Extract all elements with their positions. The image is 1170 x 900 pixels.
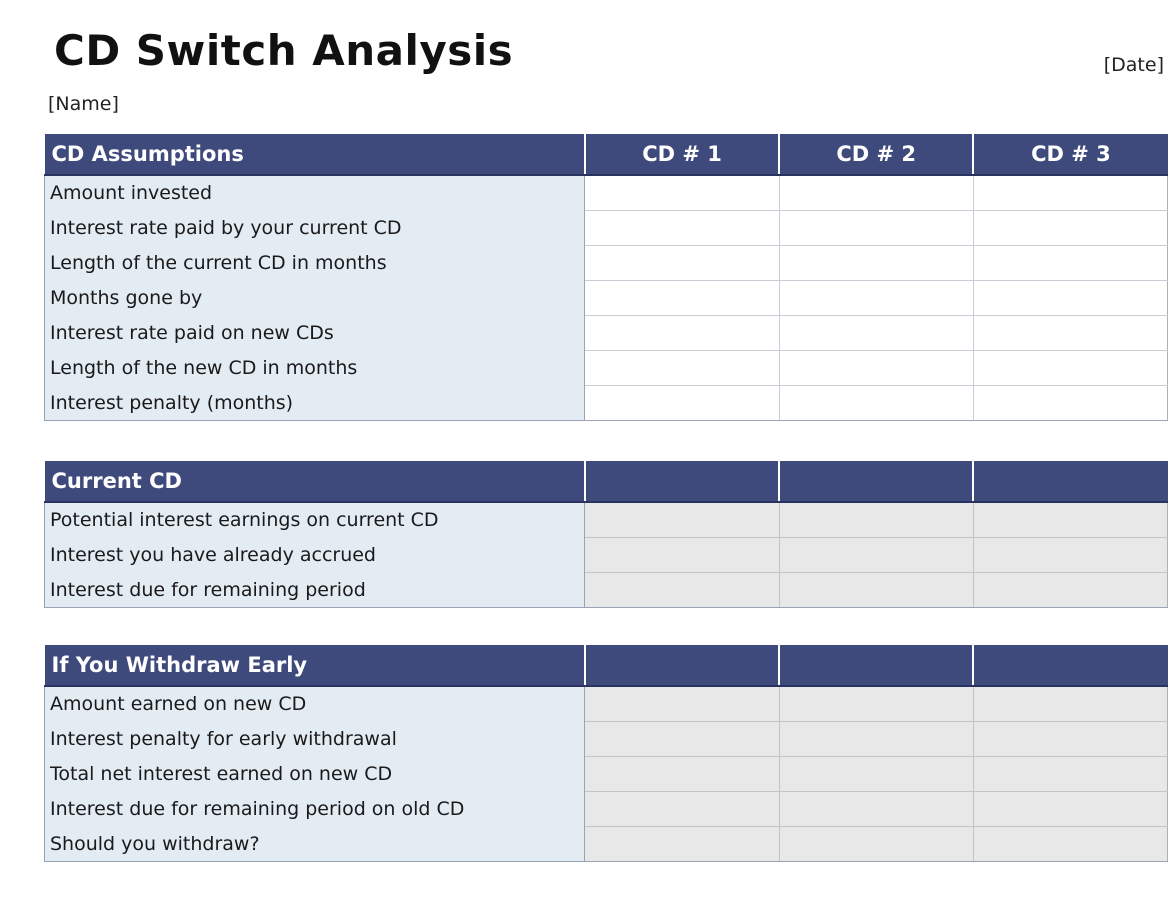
input-cell-cd-2[interactable] — [779, 246, 973, 281]
input-cell-cd-2[interactable] — [779, 175, 973, 211]
row-label-should-withdraw: Should you withdraw? — [45, 827, 585, 862]
withdraw-section-header: If You Withdraw Early — [45, 645, 585, 686]
column-header-blank — [585, 461, 779, 502]
row-label-old-cd-due: Interest due for remaining period on old CD — [45, 792, 585, 827]
table-row — [45, 792, 1168, 827]
input-cell-cd-1[interactable] — [585, 246, 779, 281]
row-label-earned-new-cd: Amount earned on new CD — [45, 686, 585, 722]
table-row — [45, 827, 1168, 862]
input-cell-cd-3[interactable] — [973, 351, 1167, 386]
input-cell-cd-3[interactable] — [973, 175, 1167, 211]
input-cell-cd-2[interactable] — [779, 386, 973, 421]
column-header-blank — [779, 645, 973, 686]
calc-cell-cd-3 — [973, 502, 1167, 538]
calc-cell-cd-3 — [973, 792, 1167, 827]
withdraw-header-row — [45, 645, 1168, 686]
name-field[interactable]: [Name] — [48, 93, 119, 115]
calc-cell-cd-1 — [585, 686, 779, 722]
calc-cell-cd-1 — [585, 827, 779, 862]
calc-cell-cd-2 — [779, 686, 973, 722]
calc-cell-cd-2 — [779, 722, 973, 757]
calc-cell-cd-2 — [779, 827, 973, 862]
table-row — [45, 316, 1168, 351]
table-row — [45, 211, 1168, 246]
column-header-cd-3: CD # 3 — [973, 134, 1167, 175]
date-field[interactable]: [Date] — [1103, 54, 1164, 76]
input-cell-cd-1[interactable] — [585, 351, 779, 386]
table-row — [45, 502, 1168, 538]
calc-cell-cd-1 — [585, 573, 779, 608]
calc-cell-cd-1 — [585, 722, 779, 757]
input-cell-cd-1[interactable] — [585, 175, 779, 211]
input-cell-cd-2[interactable] — [779, 211, 973, 246]
calc-cell-cd-3 — [973, 573, 1167, 608]
table-row — [45, 246, 1168, 281]
input-cell-cd-1[interactable] — [585, 211, 779, 246]
input-cell-cd-2[interactable] — [779, 281, 973, 316]
column-header-blank — [973, 645, 1167, 686]
row-label-net-interest: Total net interest earned on new CD — [45, 757, 585, 792]
assumptions-section-header: CD Assumptions — [45, 134, 585, 175]
row-label-accrued-interest: Interest you have already accrued — [45, 538, 585, 573]
table-row — [45, 573, 1168, 608]
calc-cell-cd-1 — [585, 538, 779, 573]
calc-cell-cd-2 — [779, 792, 973, 827]
calc-cell-cd-3 — [973, 686, 1167, 722]
calc-cell-cd-2 — [779, 502, 973, 538]
calc-cell-cd-3 — [973, 722, 1167, 757]
row-label-early-penalty: Interest penalty for early withdrawal — [45, 722, 585, 757]
row-label-interest-due: Interest due for remaining period — [45, 573, 585, 608]
calc-cell-cd-3 — [973, 827, 1167, 862]
input-cell-cd-3[interactable] — [973, 386, 1167, 421]
page-title: CD Switch Analysis — [54, 26, 514, 75]
current-cd-table — [44, 461, 1168, 608]
row-label-current-length: Length of the current CD in months — [45, 246, 585, 281]
input-cell-cd-2[interactable] — [779, 351, 973, 386]
withdraw-early-table — [44, 645, 1168, 862]
row-label-months-gone: Months gone by — [45, 281, 585, 316]
calc-cell-cd-1 — [585, 757, 779, 792]
table-row — [45, 175, 1168, 211]
column-header-cd-2: CD # 2 — [779, 134, 973, 175]
input-cell-cd-1[interactable] — [585, 386, 779, 421]
input-cell-cd-3[interactable] — [973, 211, 1167, 246]
current-header-row — [45, 461, 1168, 502]
table-row — [45, 722, 1168, 757]
input-cell-cd-2[interactable] — [779, 316, 973, 351]
input-cell-cd-3[interactable] — [973, 316, 1167, 351]
table-row — [45, 281, 1168, 316]
calc-cell-cd-3 — [973, 757, 1167, 792]
table-row — [45, 386, 1168, 421]
calc-cell-cd-3 — [973, 538, 1167, 573]
input-cell-cd-3[interactable] — [973, 281, 1167, 316]
input-cell-cd-1[interactable] — [585, 316, 779, 351]
table-row — [45, 757, 1168, 792]
column-header-blank — [973, 461, 1167, 502]
column-header-blank — [779, 461, 973, 502]
assumptions-header-row — [45, 134, 1168, 175]
row-label-new-length: Length of the new CD in months — [45, 351, 585, 386]
calc-cell-cd-2 — [779, 538, 973, 573]
table-row — [45, 686, 1168, 722]
column-header-cd-1: CD # 1 — [585, 134, 779, 175]
table-row — [45, 351, 1168, 386]
input-cell-cd-3[interactable] — [973, 246, 1167, 281]
row-label-potential-interest: Potential interest earnings on current CD — [45, 502, 585, 538]
current-section-header: Current CD — [45, 461, 585, 502]
calc-cell-cd-1 — [585, 792, 779, 827]
row-label-new-rate: Interest rate paid on new CDs — [45, 316, 585, 351]
input-cell-cd-1[interactable] — [585, 281, 779, 316]
row-label-amount-invested: Amount invested — [45, 175, 585, 211]
row-label-current-rate: Interest rate paid by your current CD — [45, 211, 585, 246]
row-label-penalty-months: Interest penalty (months) — [45, 386, 585, 421]
calc-cell-cd-2 — [779, 573, 973, 608]
calc-cell-cd-1 — [585, 502, 779, 538]
assumptions-table — [44, 134, 1168, 421]
table-row — [45, 538, 1168, 573]
calc-cell-cd-2 — [779, 757, 973, 792]
column-header-blank — [585, 645, 779, 686]
